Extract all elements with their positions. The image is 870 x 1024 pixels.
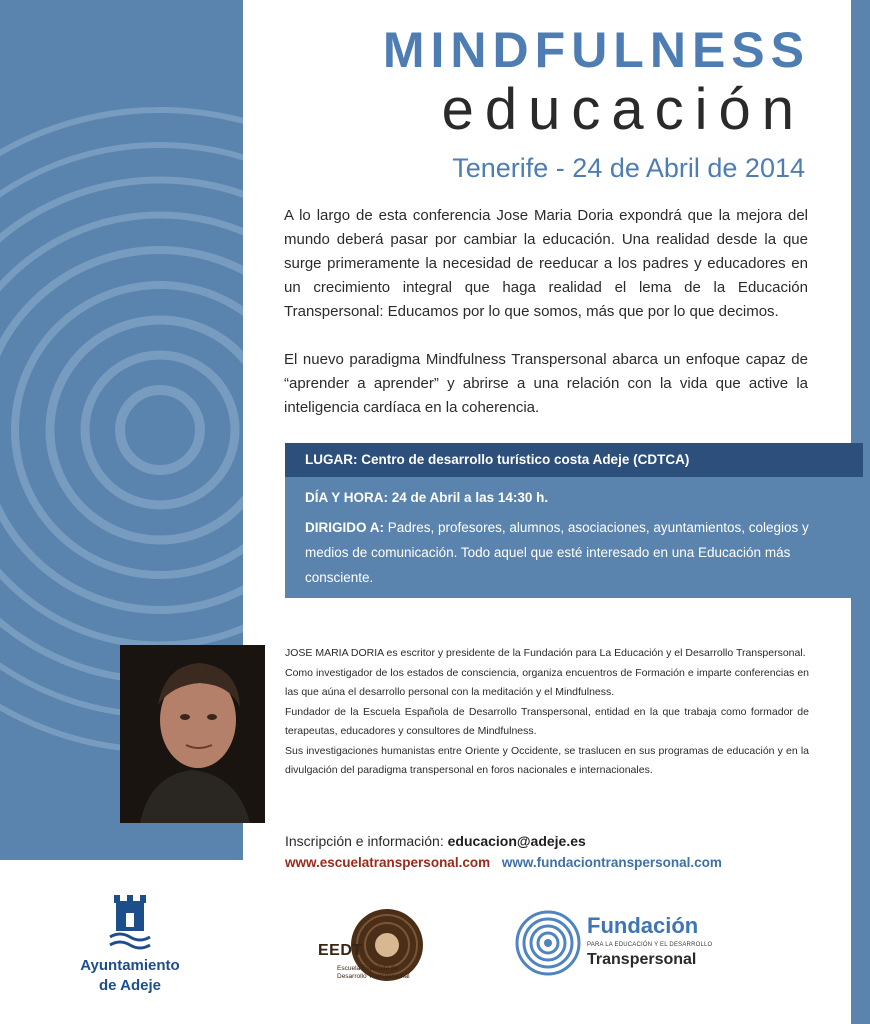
speaker-bio [285,644,809,781]
portrait-icon [120,645,265,823]
tower-icon [108,895,152,951]
eedt-name-line-2: Desarrollo Transpersonal [337,973,410,980]
eedt-name-line-1: Escuela Española de [337,965,399,972]
event-date: Tenerife - 24 de Abril de 2014 [452,153,805,183]
dirigido-value: Padres, profesores, alumnos, asociaciones, ayuntamientos, colegios y medios de comunicación. Todo aquel que esté interesado en una Educación más consciente. [305,520,809,585]
lugar-label: LUGAR: [305,452,358,467]
intro-paragraph-2: El nuevo paradigma Mindfulness Transpersonal abarca un enfoque capaz de “aprender a aprender” y abrirse a una relación con la vida que active la inteligencia cardíaca en la coherencia. [284,351,808,416]
dia-label: DÍA Y HORA: [305,490,389,505]
fundacion-spiral-icon [515,910,581,976]
lugar-value: Centro de desarrollo turístico costa Adeje (CDTCA) [361,452,690,467]
dirigido-line [305,515,835,590]
fundacion-name-line-3: Transpersonal [587,951,697,968]
inscripcion-line [285,831,586,851]
web-links [285,853,722,873]
intro-paragraph-1: A lo largo de esta conferencia Jose Maria Doria expondrá que la mejora del mundo deberá pasar por cambiar la educación. Una realidad desde la que surge primeramente la necesidad de reeducar a los padres y educadores en un crecimiento integral que haga realidad el lema de la Educación Transpersonal: Educamos por lo que somos, más que por lo que decimos. [284,207,808,320]
page-subtitle: educación [441,77,805,142]
adeje-name-line-1: Ayuntamiento [80,957,180,974]
logo-fundacion-transpersonal [515,910,730,980]
contact-email-link[interactable]: educacion@adeje.es [447,833,586,849]
bio-line-1: JOSE MARIA DORIA es escritor y presidente de la Fundación para La Educación y el Desarrollo Transpersonal. [285,647,806,659]
escuela-website-link[interactable]: www.escuelatranspersonal.com [285,855,491,870]
event-info-box [285,443,851,598]
dirigido-label: DIRIGIDO A: [305,520,384,535]
page-title: MINDFULNESS [382,22,810,78]
logo-eedt [315,905,435,995]
dia-hora-line [305,485,835,510]
fundacion-name-line-1: Fundación [587,913,699,938]
dia-value: 24 de Abril a las 14:30 h. [391,490,549,505]
bio-line-2: Como investigador de los estados de consciencia, organiza encuentros de Formación e imparte conferencias en las que aúna el desarrollo personal con la meditación y el Mindfulness. [285,666,809,698]
bio-line-3: Fundador de la Escuela Española de Desarrollo Transpersonal, entidad en la que trabaja como formador de terapeutas, educadores y consultores de Mindfulness. [285,705,809,737]
speaker-photo [120,645,265,823]
eedt-code: EEDT [318,942,363,959]
adeje-name-line-2: de Adeje [99,977,161,994]
right-decorative-strip [851,0,870,1024]
eedt-name [337,965,447,981]
lugar-bar [285,443,863,477]
fundacion-website-link[interactable]: www.fundaciontranspersonal.com [501,855,722,870]
bio-line-4: Sus investigaciones humanistas entre Oriente y Occidente, se traslucen en sus programas de educación y en la divulgación del paradigma transpersonal en foros nacionales e internacionales. [285,744,809,776]
fundacion-name-line-2: PARA LA EDUCACIÓN Y EL DESARROLLO [587,942,713,948]
inscripcion-label: Inscripción e información: [285,833,444,849]
logo-ayuntamiento-adeje [60,895,200,996]
